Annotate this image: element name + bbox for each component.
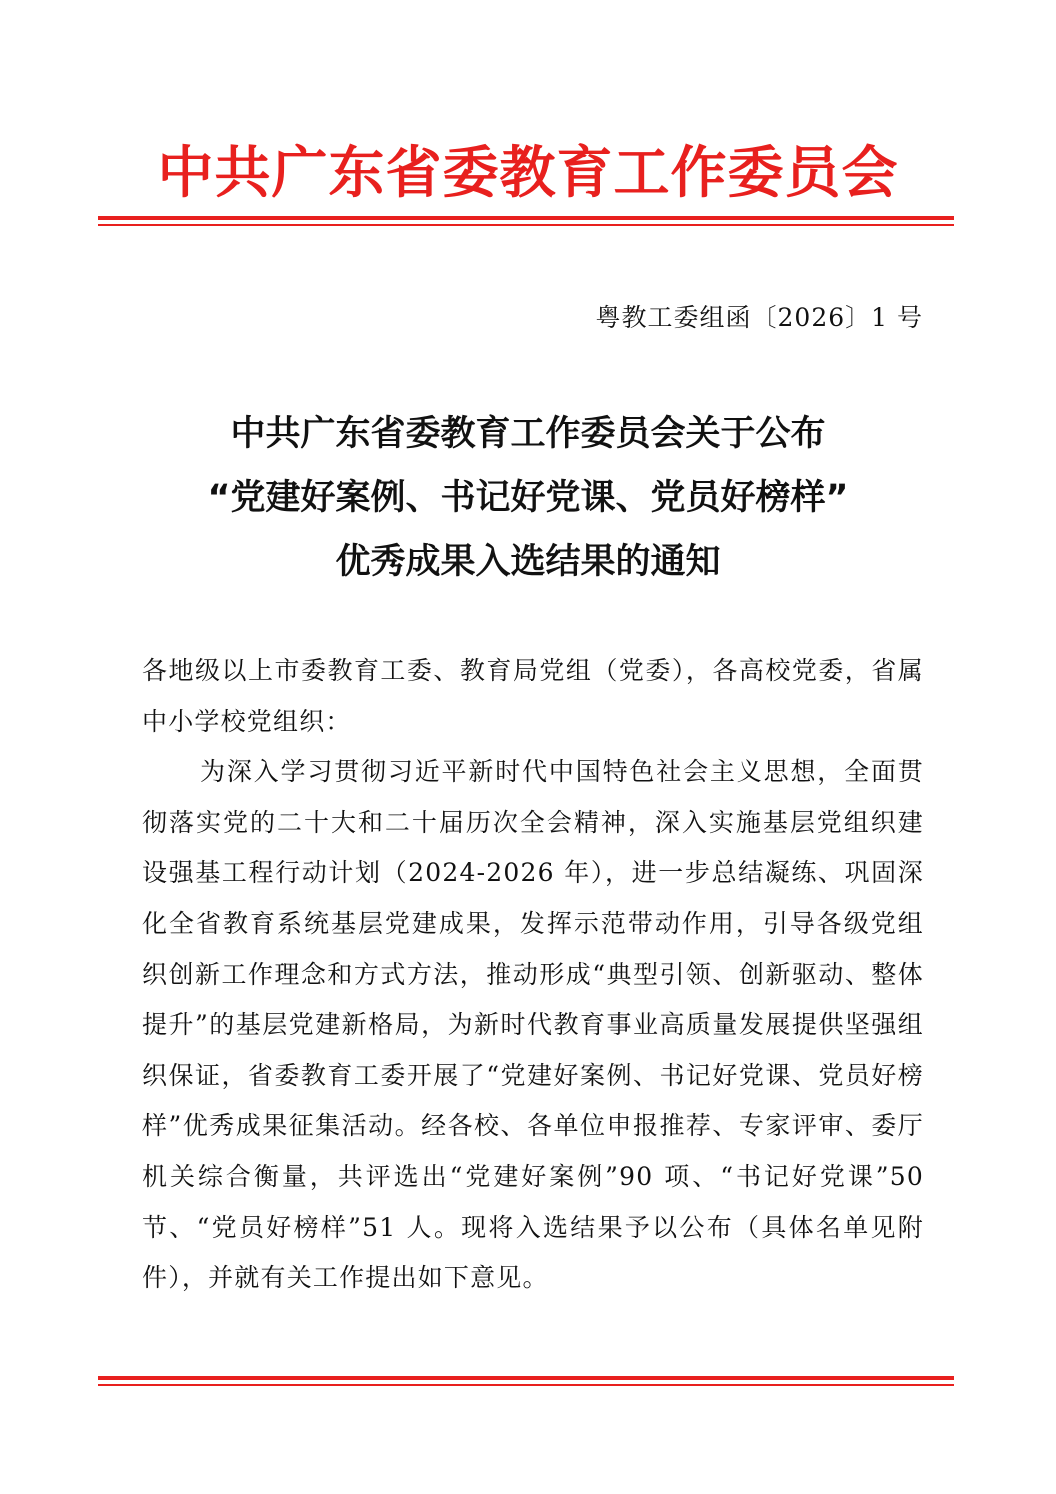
document-number: 粤教工委组函〔2026〕1 号 xyxy=(595,303,923,332)
body-paragraph: 为深入学习贯彻习近平新时代中国特色社会主义思想，全面贯彻落实党的二十大和二十届历次全会精神，深入实施基层党组织建设强基工程行动计划（2024-2026 年），进一步总结凝练、巩固深化全省教育系统基层党建成果，发挥示范带动作用，引导各级党组织创新工作理念和方式方法，推动形成“典型引领、创新驱动、整体提升”的基层党建新格局，为新时代教育事业高质量发展提供坚强组织保证，省委教育工委开展了“党建好案例、书记好党课、党员好榜样”优秀成果征集活动。经各校、各单位申报推荐、专家评审、委厅机关综合衡量，共评选出“党建好案例”90 项、“书记好党课”50 节、“党员好榜样”51 人。现将入选结果予以公布（具体名单见附件），并就有关工作提出如下意见。 xyxy=(142,757,924,1293)
footer-rule-thin xyxy=(98,1384,954,1386)
document-body xyxy=(142,646,924,1304)
footer-rule-thick xyxy=(98,1376,954,1380)
title-line-3: 优秀成果入选结果的通知 xyxy=(335,542,721,582)
letterhead-rule-thin xyxy=(98,224,954,226)
letterhead-rule-thick xyxy=(98,216,954,220)
title-line-1: 中共广东省委教育工作委员会关于公布 xyxy=(230,414,826,454)
document-title xyxy=(0,402,1056,594)
letterhead-issuer: 中共广东省委教育工作委员会 xyxy=(157,141,899,206)
title-line-2: “党建好案例、书记好党课、党员好榜样” xyxy=(207,478,849,518)
salutation: 各地级以上市委教育工委、教育局党组（党委），各高校党委，省属中小学校党组织： xyxy=(142,656,924,736)
